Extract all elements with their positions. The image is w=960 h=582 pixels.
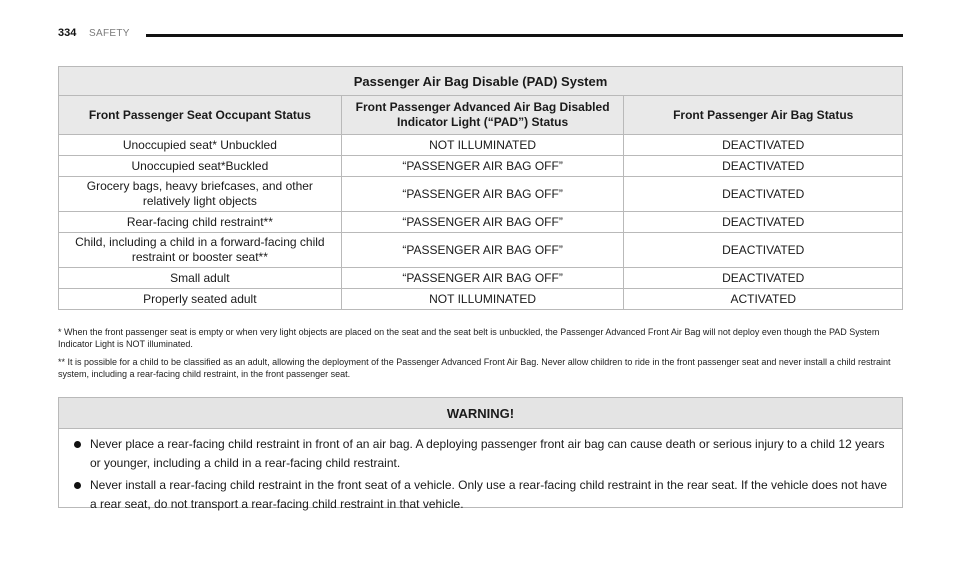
table-row	[59, 289, 903, 310]
list-item	[74, 435, 888, 473]
air-bag-status-cell: DEACTIVATED	[624, 177, 903, 212]
air-bag-status-cell: DEACTIVATED	[624, 135, 903, 156]
air-bag-status-cell: DEACTIVATED	[624, 268, 903, 289]
air-bag-status-cell: ACTIVATED	[624, 289, 903, 310]
table-row	[59, 177, 903, 212]
warning-box	[58, 397, 903, 511]
column-header-pad-indicator-status: Front Passenger Advanced Air Bag Disabled Indicator Light (“PAD”) Status	[341, 96, 624, 135]
section-title: SAFETY	[89, 28, 130, 39]
footnote-single-asterisk: * When the front passenger seat is empty or when very light objects are placed on the seat and the seat belt is unbuckled, the Passenger Advanced Front Air Bag will not deploy even though the PAD System Indicator Light is NOT illuminated.	[58, 327, 880, 349]
indicator-cell: “PASSENGER AIR BAG OFF”	[341, 212, 624, 233]
table-title: Passenger Air Bag Disable (PAD) System	[59, 67, 903, 96]
list-item	[74, 476, 888, 514]
occupant-cell: Rear-facing child restraint**	[59, 212, 342, 233]
air-bag-status-cell: DEACTIVATED	[624, 156, 903, 177]
table-row	[59, 156, 903, 177]
occupant-cell: Unoccupied seat*Buckled	[59, 156, 342, 177]
table-row	[59, 233, 903, 268]
table-row	[59, 212, 903, 233]
page-number: 334	[58, 27, 77, 39]
warning-list	[59, 429, 902, 514]
air-bag-status-cell: DEACTIVATED	[624, 233, 903, 268]
table-row	[59, 268, 903, 289]
warning-item-text: Never place a rear-facing child restraint in front of an air bag. A deploying passenger front air bag can cause death or serious injury to a child 12 years or younger, including a child in a rear-facing child restraint.	[90, 437, 885, 470]
header-rule	[146, 34, 903, 37]
bullet-icon	[74, 441, 81, 448]
occupant-cell: Unoccupied seat* Unbuckled	[59, 135, 342, 156]
footnote-double-asterisk: ** It is possible for a child to be classified as an adult, allowing the deployment of the Passenger Advanced Front Air Bag. Never allow children to ride in the front passenger seat and never install a child restraint system, including a rear-facing child restraint, in the front passenger seat.	[58, 357, 891, 379]
indicator-cell: NOT ILLUMINATED	[341, 135, 624, 156]
occupant-cell: Child, including a child in a forward-facing child restraint or booster seat**	[59, 233, 342, 268]
indicator-cell: NOT ILLUMINATED	[341, 289, 624, 310]
warning-item-text: Never install a rear-facing child restraint in the front seat of a vehicle. Only use a rear-facing child restraint in the rear seat. If the vehicle does not have a rear seat, do not transport a rear-facing child restraint in that vehicle.	[90, 478, 888, 511]
indicator-cell: “PASSENGER AIR BAG OFF”	[341, 177, 624, 212]
occupant-cell: Grocery bags, heavy briefcases, and other relatively light objects	[59, 177, 342, 212]
air-bag-status-cell: DEACTIVATED	[624, 212, 903, 233]
column-header-air-bag-status: Front Passenger Air Bag Status	[624, 96, 903, 135]
column-header-occupant-status: Front Passenger Seat Occupant Status	[59, 96, 342, 135]
occupant-cell: Properly seated adult	[59, 289, 342, 310]
bullet-icon	[74, 482, 81, 489]
warning-title: WARNING!	[59, 398, 902, 429]
indicator-cell: “PASSENGER AIR BAG OFF”	[341, 233, 624, 268]
pad-system-table	[58, 66, 903, 310]
indicator-cell: “PASSENGER AIR BAG OFF”	[341, 156, 624, 177]
table-row	[59, 135, 903, 156]
indicator-cell: “PASSENGER AIR BAG OFF”	[341, 268, 624, 289]
occupant-cell: Small adult	[59, 268, 342, 289]
table-footnotes	[58, 326, 903, 386]
page-header	[58, 27, 903, 41]
